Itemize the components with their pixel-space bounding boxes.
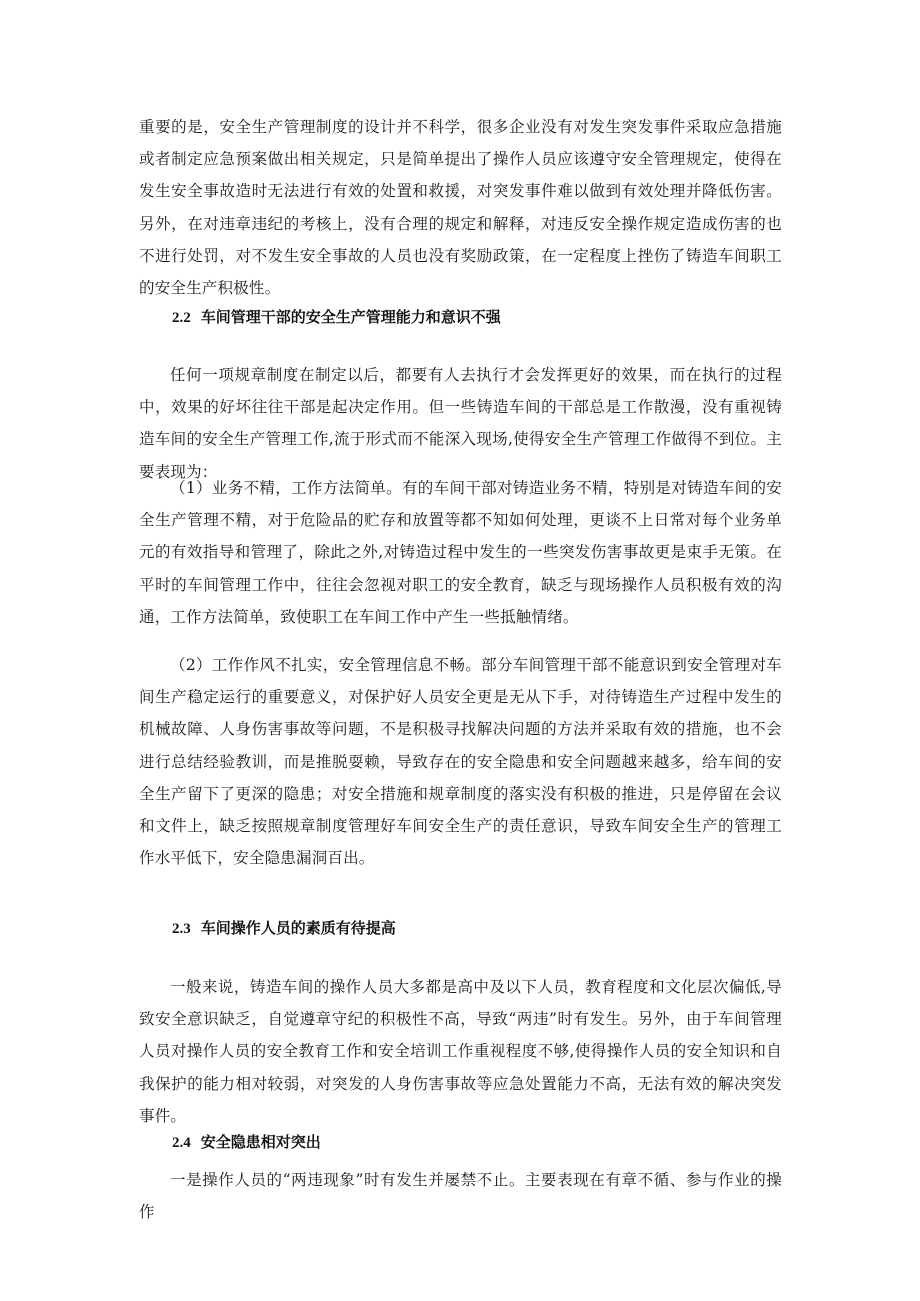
paragraph-2-2-2: （1）业务不精，工作方法简单。有的车间干部对铸造业务不精，特别是对铸造车间的安全生产管理不精，对于危险品的贮存和放置等都不知如何处理，更谈不上日常对每个业务单元的有效指导和管理了，除此之外,对铸造过程中发生的一些突发伤害事故更是束手无策。在平时的车间管理工作中，往往会忽视对职工的安全教育，缺乏与现场操作人员积极有效的沟通，工作方法简单，致使职工在车间工作中产生一些抵触情绪。	[139, 479, 782, 626]
paragraph-intro: 重要的是，安全生产管理制度的设计并不科学，很多企业没有对发生突发事件采取应急措施或者制定应急预案做出相关规定，只是简单提出了操作人员应该遵守安全管理规定，使得在发生安全事故造时无法进行有效的处置和救援，对突发事件难以做到有效处理并降低伤害。另外，在对违章违纪的考核上，没有合理的规定和解释，对违反安全操作规定造成伤害的也不进行处罚，对不发生安全事故的人员也没有奖励政策，在一定程度上挫伤了铸造车间职工的安全生产积极性。	[139, 118, 782, 298]
section-heading-2-3	[172, 917, 396, 940]
paragraph-2-3-1: 一般来说，铸造车间的操作人员大多都是高中及以下人员，教育程度和文化层次偏低,导致安全意识缺乏，自觉遵章守纪的积极性不高，导致“两违”时有发生。另外，由于车间管理人员对操作人员的安全教育工作和安全培训工作重视程度不够,使得操作人员的安全知识和自我保护的能力相对较弱，对突发的人身伤害事故等应急处置能力不高，无法有效的解决突发事件。	[139, 978, 782, 1125]
paragraph-2-2-3: （2）工作作风不扎实，安全管理信息不畅。部分车间管理干部不能意识到安全管理对车间生产稳定运行的重要意义，对保护好人员安全更是无从下手，对待铸造生产过程中发生的机械故障、人身伤害事故等问题，不是积极寻找解决问题的方法并采取有效的措施，也不会进行总结经验教训，而是推脱耍赖，导致存在的安全隐患和安全问题越来越多，给车间的安全生产留下了更深的隐患；对安全措施和规章制度的落实没有积极的推进，只是停留在会议和文件上，缺乏按照规章制度管理好车间安全生产的责任意识，导致车间安全生产的管理工作水平低下，安全隐患漏洞百出。	[139, 656, 782, 868]
section-title: 车间操作人员的素质有待提高	[200, 919, 396, 937]
paragraph-2-4-1: 一是操作人员的“两违现象”时有发生并屡禁不止。主要表现在有章不循、参与作业的操作	[139, 1171, 782, 1222]
section-number: 2.2	[172, 310, 191, 326]
section-title: 车间管理干部的安全生产管理能力和意识不强	[200, 308, 501, 326]
section-title: 安全隐患相对突出	[200, 1133, 321, 1151]
section-heading-2-4	[172, 1131, 321, 1154]
section-heading-2-2	[172, 306, 501, 329]
section-number: 2.4	[172, 1135, 191, 1151]
paragraph-2-2-1: 任何一项规章制度在制定以后，都要有人去执行才会发挥更好的效果，而在执行的过程中，效果的好坏往往干部是起决定作用。但一些铸造车间的干部总是工作散漫，没有重视铸造车间的安全生产管理工作,流于形式而不能深入现场,使得安全生产管理工作做得不到位。主要表现为：	[139, 366, 782, 481]
section-number: 2.3	[172, 921, 191, 937]
